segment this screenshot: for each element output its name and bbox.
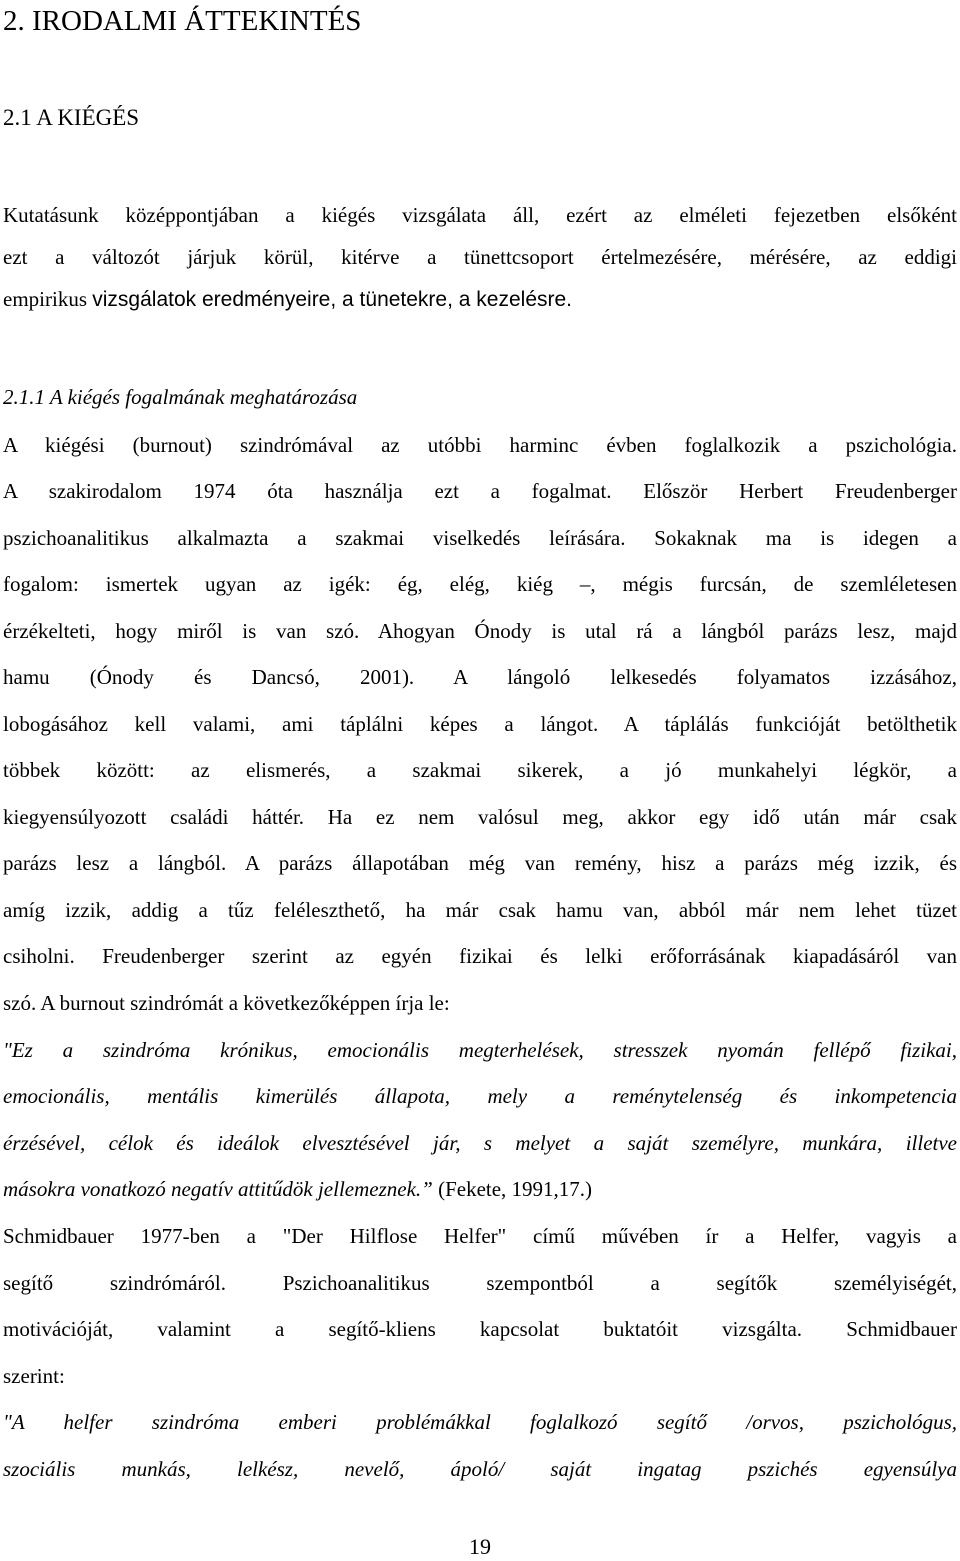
quote-line-1: "Ez a szindróma krónikus, emocionális megterhelések, stresszek nyomán fellépő fizikai, bbox=[3, 1038, 957, 1062]
schmidbauer-line-2: segítő szindrómáról. Pszichoanalitikus szempontból a segítők személyiségét, bbox=[3, 1271, 957, 1295]
intro-line-3-end: vizsgálatok eredményeire, a tünetekre, a kezelésre. bbox=[92, 288, 572, 311]
intro-line-3 bbox=[3, 285, 957, 314]
body-line-1: A kiégési (burnout) szindrómával az utóbbi harminc évben foglalkozik a pszichológia. bbox=[3, 433, 957, 457]
body-line-3-start: pszichoanalitikus alkalmazta a szakmai viselkedés leírására. bbox=[3, 526, 655, 550]
schmidbauer-line-1: Schmidbauer 1977-ben a "Der Hilflose Helfer" című művében ír a Helfer, vagyis a bbox=[3, 1224, 957, 1248]
intro-line-3-start: empirikus bbox=[3, 287, 93, 311]
body-line-2-end: Először Herbert Freudenberger bbox=[643, 479, 957, 503]
quote-citation: (Fekete, 1991,17.) bbox=[432, 1177, 593, 1201]
section-title: 2.1 A KIÉGÉS bbox=[3, 105, 140, 130]
body-line-6: hamu (Ónody és Dancsó, 2001). A lángoló lelkesedés folyamatos izzásához, bbox=[3, 665, 957, 689]
schmidbauer-line-4: szerint: bbox=[3, 1364, 65, 1388]
body-line-8: többek között: az elismerés, a szakmai sikerek, a jó munkahelyi légkör, a bbox=[3, 758, 957, 782]
quote-line-4-text: másokra vonatkozó negatív attitűdök jellemeznek.” bbox=[3, 1177, 433, 1201]
body-line-9: kiegyensúlyozott családi háttér. Ha ez nem valósul meg, akkor egy idő után már csak bbox=[3, 805, 957, 829]
body-line-2-start: A szakirodalom 1974 óta használja ezt a fogalmat. bbox=[3, 479, 644, 503]
body-line-2 bbox=[3, 477, 957, 505]
quote-line-2: emocionális, mentális kimerülés állapota, mely a reménytelenség és inkompetencia bbox=[3, 1084, 957, 1108]
intro-line-1: Kutatásunk középpontjában a kiégés vizsgálata áll, ezért az elméleti fejezetben elsőként bbox=[3, 203, 957, 227]
body-line-12: csiholni. Freudenberger szerint az egyén fizikai és lelki erőforrásának kiapadásáról van bbox=[3, 944, 957, 968]
quote2-line-2: szociális munkás, lelkész, nevelő, ápoló/ saját ingatag pszichés egyensúlya bbox=[3, 1457, 957, 1481]
quote-line-3: érzésével, célok és ideálok elvesztésével jár, s melyet a saját személyre, munkára, illetve bbox=[3, 1131, 957, 1155]
body-line-4: fogalom: ismertek ugyan az igék: ég, elég, kiég –, mégis furcsán, de szemléletesen bbox=[3, 572, 957, 596]
body-line-7: lobogásához kell valami, ami táplálni képes a lángot. A táplálás funkcióját betölthetik bbox=[3, 712, 957, 736]
chapter-title: 2. IRODALMI ÁTTEKINTÉS bbox=[3, 5, 362, 37]
schmidbauer-line-3: motivációját, valamint a segítő-kliens kapcsolat buktatóit vizsgálta. Schmidbauer bbox=[3, 1317, 957, 1341]
quote2-line-1: "A helfer szindróma emberi problémákkal foglalkozó segítő /orvos, pszichológus, bbox=[3, 1410, 957, 1434]
intro-line-2: ezt a változót járjuk körül, kitérve a tünettcsoport értelmezésére, mérésére, az eddigi bbox=[3, 245, 957, 269]
subsection-title: 2.1.1 A kiégés fogalmának meghatározása bbox=[3, 385, 358, 409]
body-line-3-end: Sokaknak ma is idegen a bbox=[654, 526, 957, 550]
body-line-11: amíg izzik, addig a tűz feléleszthető, ha már csak hamu van, abból már nem lehet tüzet bbox=[3, 898, 957, 922]
page-number: 19 bbox=[469, 1534, 491, 1559]
body-line-13: szó. A burnout szindrómát a következőképpen írja le: bbox=[3, 991, 450, 1015]
quote-line-4 bbox=[3, 1175, 957, 1203]
body-line-10: parázs lesz a lángból. A parázs állapotában még van remény, hisz a parázs még izzik, és bbox=[3, 851, 957, 875]
body-line-3 bbox=[3, 524, 957, 552]
body-line-5: érzékelteti, hogy miről is van szó. Ahogyan Ónody is utal rá a lángból parázs lesz, majd bbox=[3, 619, 957, 643]
